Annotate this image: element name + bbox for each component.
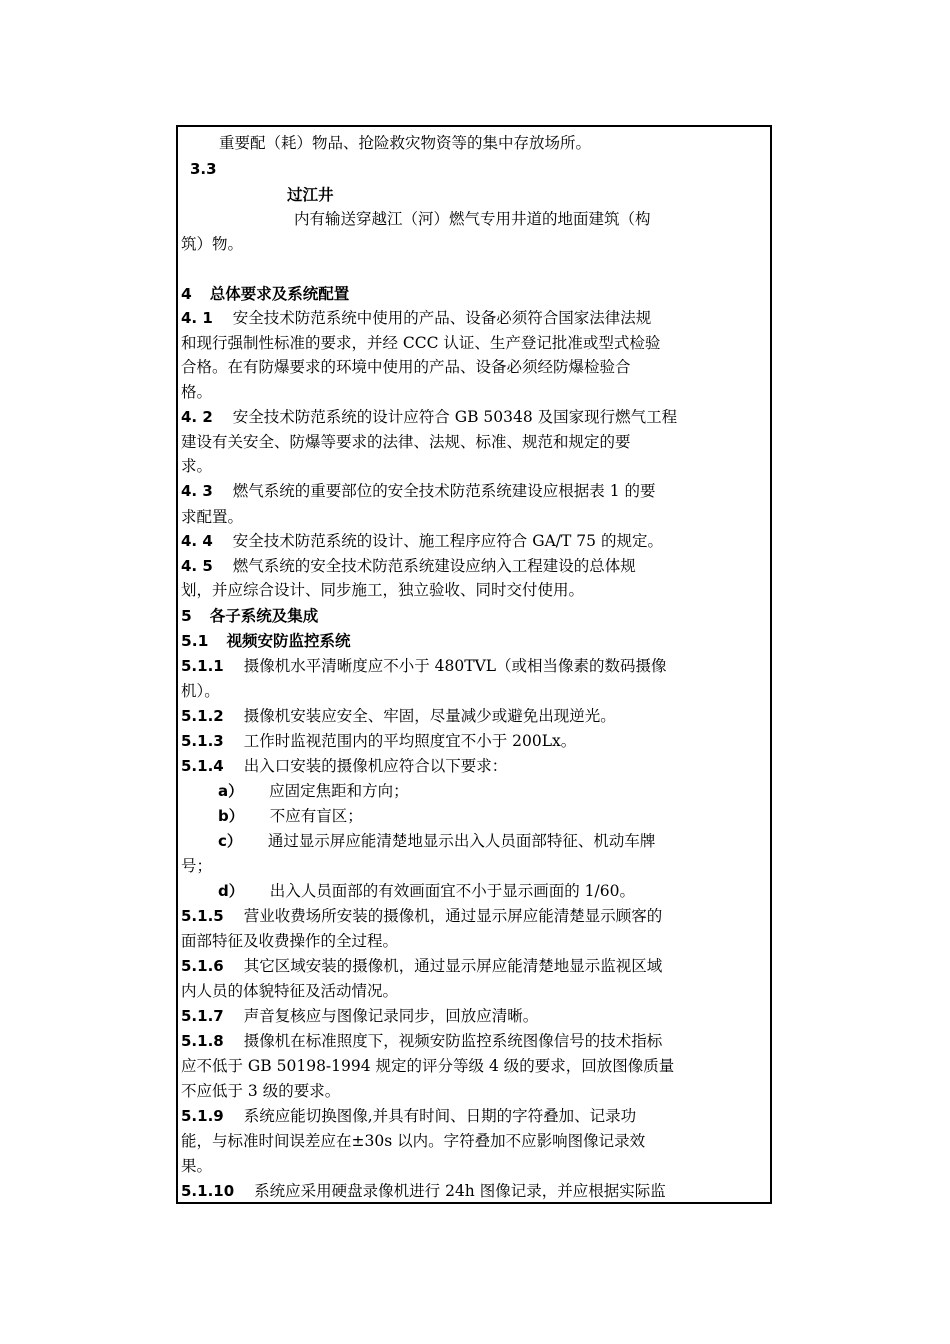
clause: 5.1.8 摄像机在标准照度下，视频安防监控系统图像信号的技术指标 [181, 1032, 663, 1050]
clause: 5.1.9 系统应能切换图像,并具有时间、日期的字符叠加、记录功 [181, 1107, 637, 1125]
clause: 4. 1 安全技术防范系统中使用的产品、设备必须符合国家法律法规 [181, 309, 652, 327]
text-line: 机）。 [181, 682, 220, 700]
clause: 4. 5 燃气系统的安全技术防范系统建设应纳入工程建设的总体规 [181, 557, 636, 575]
text-line: 内人员的体貌特征及活动情况。 [181, 982, 399, 1000]
text-line: 不应低于 3 级的要求。 [181, 1082, 341, 1100]
clause: 5.1.6 其它区域安装的摄像机，通过显示屏应能清楚地显示监视区域 [181, 957, 663, 975]
text-line: 重要配（耗）物品、抢险救灾物资等的集中存放场所。 [219, 134, 592, 152]
text-line: 合格。在有防爆要求的环境中使用的产品、设备必须经防爆检验合 [181, 358, 631, 376]
list-item: b） 不应有盲区； [218, 807, 363, 825]
clause: 5.1.4 出入口安装的摄像机应符合以下要求： [181, 757, 508, 775]
clause: 4. 4 安全技术防范系统的设计、施工程序应符合 GA/T 75 的规定。 [181, 532, 663, 550]
clause: 4. 3 燃气系统的重要部位的安全技术防范系统建设应根据表 1 的要 [181, 482, 656, 500]
clause: 4. 2 安全技术防范系统的设计应符合 GB 50348 及国家现行燃气工程 [181, 408, 678, 426]
text-line: 号； [181, 857, 213, 875]
clause: 5.1.5 营业收费场所安装的摄像机，通过显示屏应能清楚显示顾客的 [181, 907, 663, 925]
list-item: a） 应固定焦距和方向； [218, 782, 409, 800]
clause: 5.1.7 声音复核应与图像记录同步，回放应清晰。 [181, 1007, 539, 1025]
section-number: 3.3 [190, 160, 217, 178]
clause: 5.1.3 工作时监视范围内的平均照度宜不小于 200Lx。 [181, 732, 577, 750]
subsection-heading: 5.1 视频安防监控系统 [181, 632, 351, 650]
clause: 5.1.10 系统应采用硬盘录像机进行 24h 图像记录，并应根据实际监 [181, 1182, 666, 1200]
text-line: 面部特征及收费操作的全过程。 [181, 932, 399, 950]
text-line: 格。 [181, 383, 213, 401]
section-heading: 5 各子系统及集成 [181, 607, 319, 625]
text-line: 应不低于 GB 50198-1994 规定的评分等级 4 级的要求，回放图像质量 [181, 1057, 675, 1075]
text-line: 和现行强制性标准的要求，并经 CCC 认证、生产登记批准或型式检验 [181, 334, 661, 352]
section-heading: 4 总体要求及系统配置 [181, 285, 350, 303]
list-item: c） 通过显示屏应能清楚地显示出入人员面部特征、机动车牌 [218, 832, 656, 850]
text-line: 筑）物。 [181, 235, 244, 253]
text-line: 建设有关安全、防爆等要求的法律、法规、标准、规范和规定的要 [181, 433, 631, 451]
text-line: 求。 [181, 457, 213, 475]
clause: 5.1.1 摄像机水平清晰度应不小于 480TVL（或相当像素的数码摄像 [181, 657, 667, 675]
list-item: d） 出入人员面部的有效画面宜不小于显示画面的 1/60。 [218, 882, 635, 900]
text-line: 求配置。 [181, 508, 244, 526]
text-line: 划，并应综合设计、同步施工，独立验收、同时交付使用。 [181, 581, 585, 599]
text-line: 能，与标准时间误差应在±30s 以内。字符叠加不应影响图像记录效 [181, 1132, 646, 1150]
term-title: 过江井 [287, 186, 334, 204]
text-line: 内有输送穿越江（河）燃气专用井道的地面建筑（构 [294, 210, 651, 228]
clause: 5.1.2 摄像机安装应安全、牢固，尽量减少或避免出现逆光。 [181, 707, 616, 725]
text-line: 果。 [181, 1157, 213, 1175]
